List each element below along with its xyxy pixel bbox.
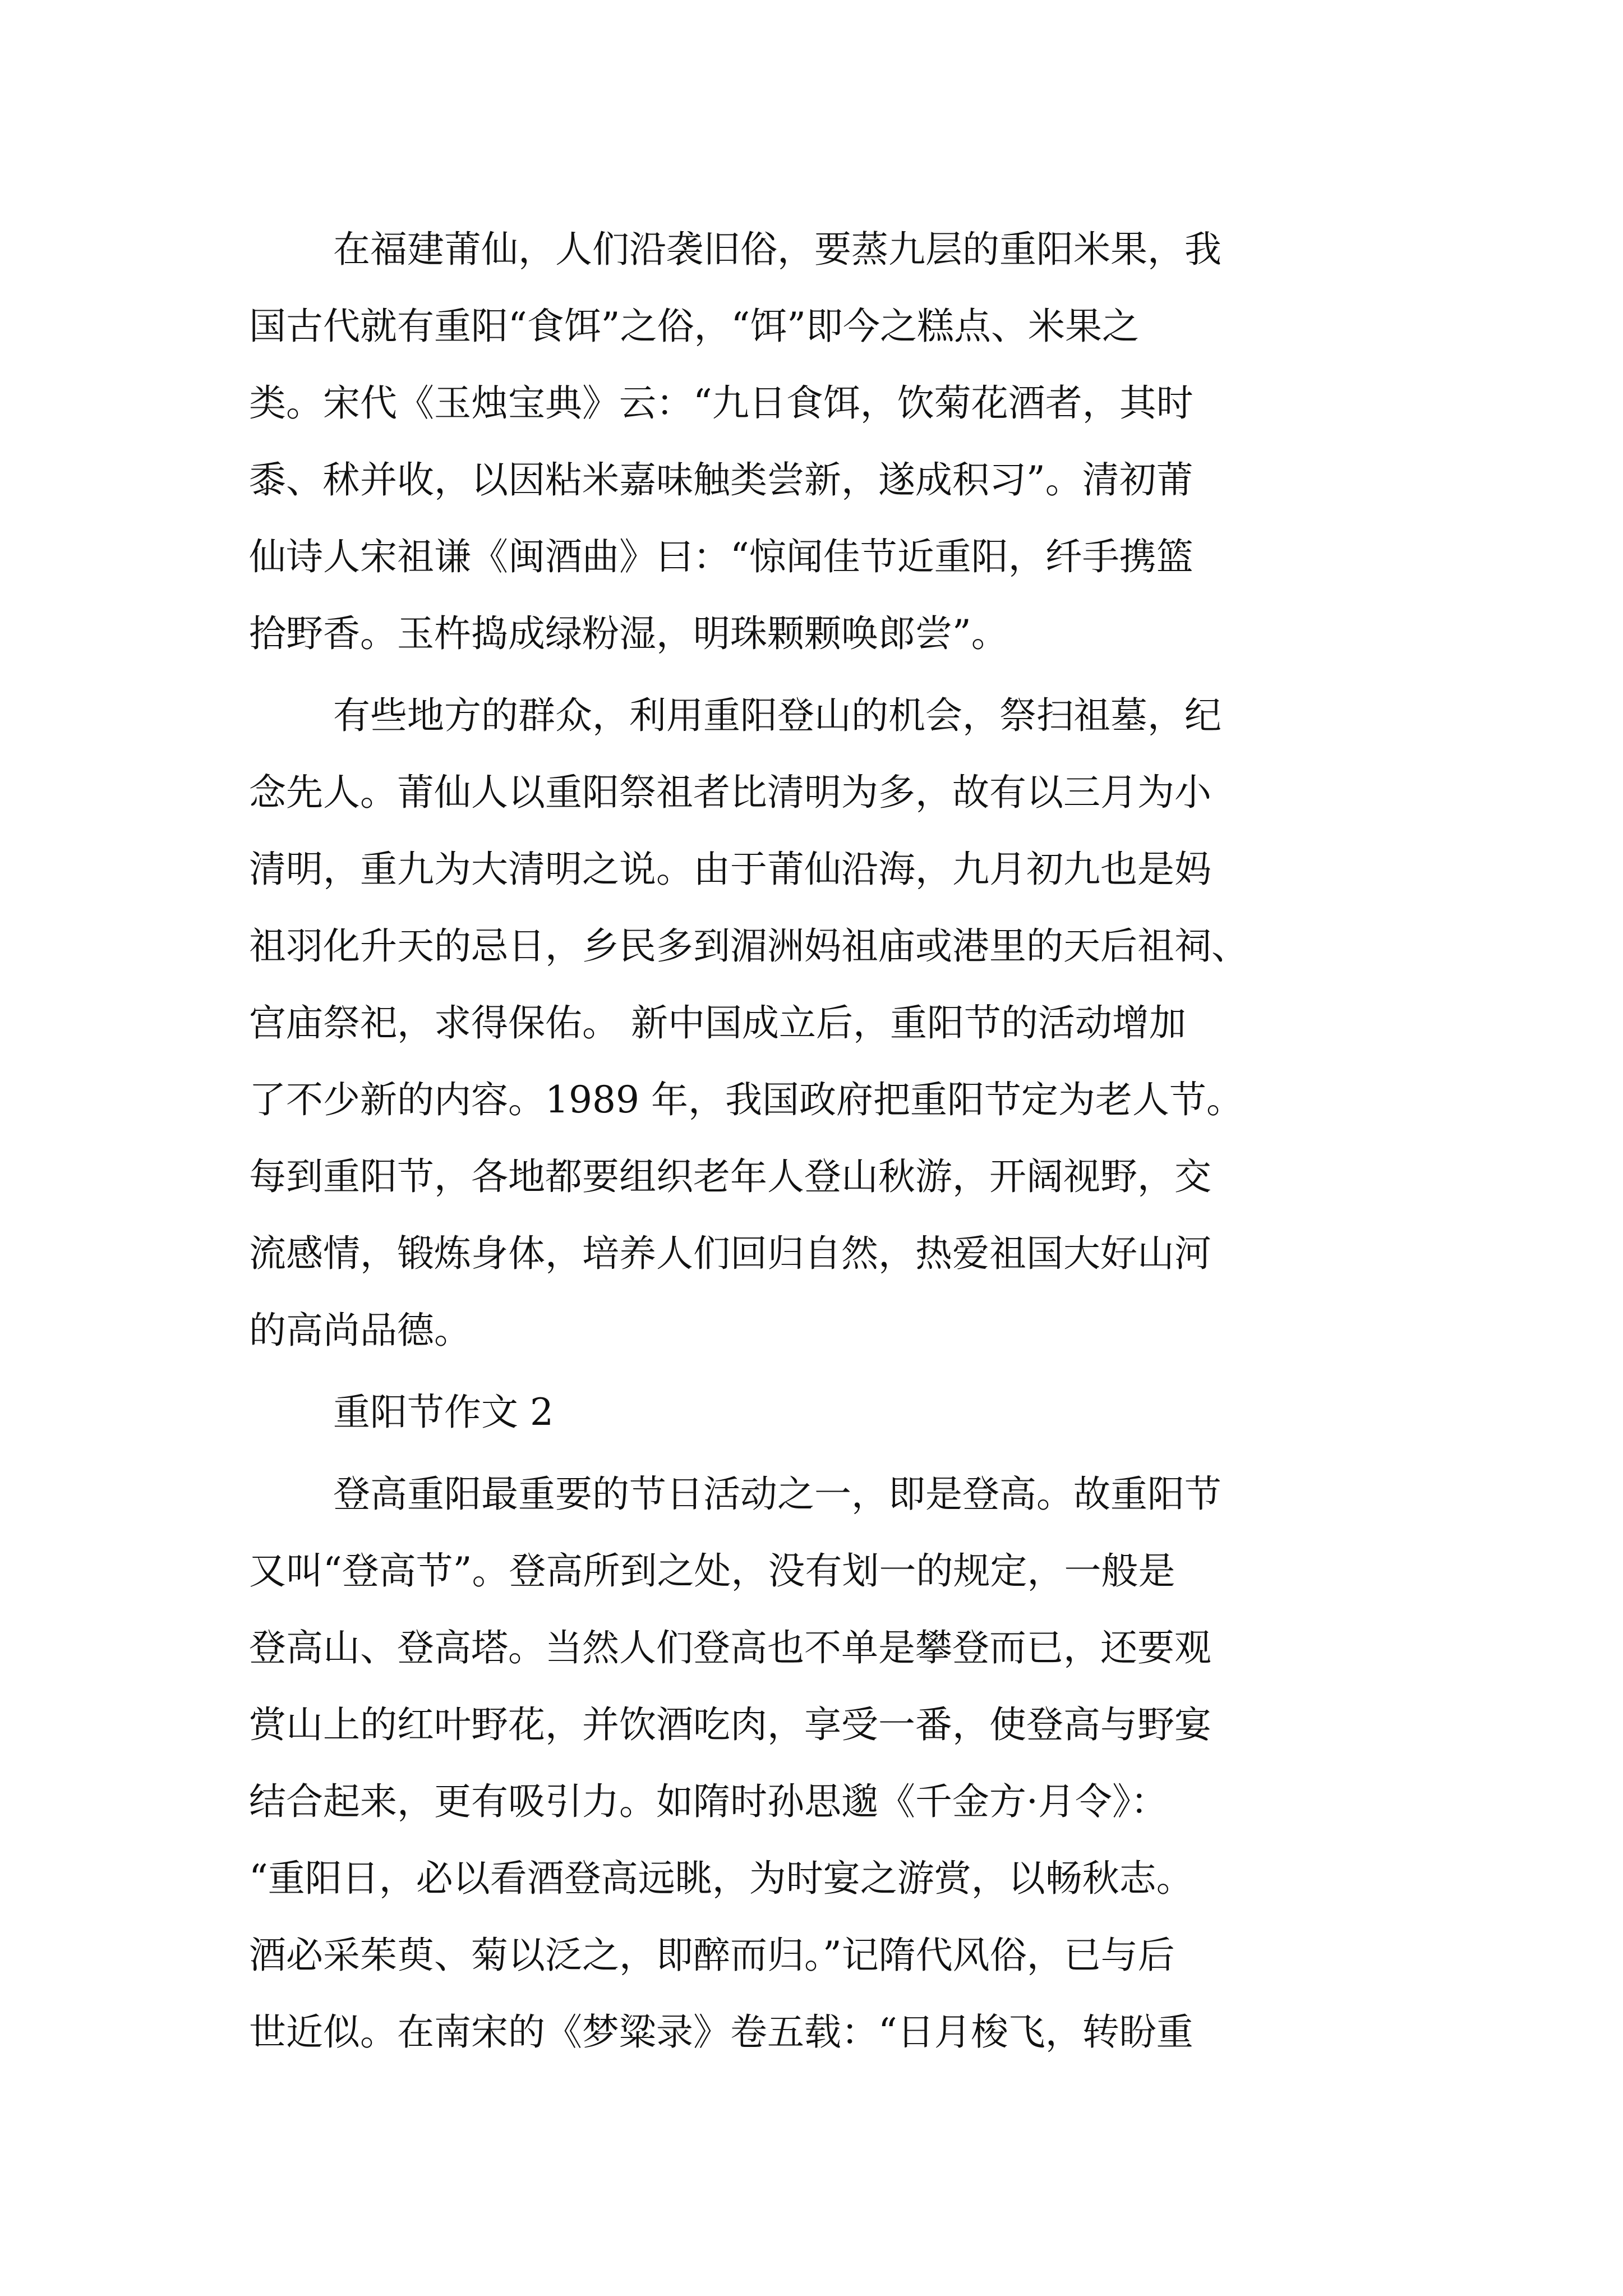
paragraph-3-line-7: 酒必采茱萸、菊以泛之，即醉而归。”记隋代风俗，已与后	[249, 1934, 1175, 1977]
paragraph-2-line-2: 念先人。莆仙人以重阳祭祖者比清明为多，故有以三月为小	[249, 771, 1211, 814]
paragraph-2-line-9: 的高尚品德。	[249, 1309, 471, 1352]
paragraph-1-line-4: 黍、秫并收，以因粘米嘉味触类尝新，遂成积习”。清初莆	[249, 458, 1193, 501]
paragraph-2-line-4: 祖羽化升天的忌日，乡民多到湄洲妈祖庙或港里的天后祖祠、	[249, 924, 1248, 968]
paragraph-1-line-6: 拾野香。玉杵捣成绿粉湿，明珠颗颗唤郎尝”。	[249, 612, 1008, 655]
paragraph-2-line-6: 了不少新的内容。1989 年，我国政府把重阳节定为老人节。	[249, 1078, 1243, 1121]
paragraph-3-line-8: 世近似。在南宋的《梦粱录》卷五载：“日月梭飞，转盼重	[249, 2010, 1193, 2054]
paragraph-1-line-1: 在福建莆仙，人们沿袭旧俗，要蒸九层的重阳米果，我	[333, 228, 1221, 271]
paragraph-3-line-1: 登高重阳最重要的节日活动之一，即是登高。故重阳节	[333, 1473, 1221, 1516]
paragraph-3-line-3: 登高山、登高塔。当然人们登高也不单是攀登而已，还要观	[249, 1626, 1211, 1669]
body-text	[249, 211, 1376, 2070]
paragraph-2-line-8: 流感情，锻炼身体，培养人们回归自然，热爱祖国大好山河	[249, 1232, 1211, 1275]
paragraph-3-line-4: 赏山上的红叶野花，并饮酒吃肉，享受一番，使登高与野宴	[249, 1703, 1211, 1746]
section-heading: 重阳节作文 2	[333, 1391, 554, 1434]
paragraph-2-line-3: 清明，重九为大清明之说。由于莆仙沿海，九月初九也是妈	[249, 848, 1211, 891]
paragraph-2-line-1: 有些地方的群众，利用重阳登山的机会，祭扫祖墓，纪	[333, 694, 1221, 737]
paragraph-3-line-2: 又叫“登高节”。登高所到之处，没有划一的规定，一般是	[249, 1549, 1175, 1593]
paragraph-1-line-2: 国古代就有重阳“食饵”之俗，“饵”即今之糕点、米果之	[249, 305, 1139, 348]
paragraph-3-line-5: 结合起来，更有吸引力。如隋时孙思邈《千金方·月令》：	[249, 1780, 1168, 1823]
paragraph-2-line-5: 宫庙祭祀，求得保佑。 新中国成立后，重阳节的活动增加	[249, 1001, 1186, 1045]
paragraph-2-line-7: 每到重阳节，各地都要组织老年人登山秋游，开阔视野，交	[249, 1155, 1211, 1198]
paragraph-1-line-5: 仙诗人宋祖谦《闽酒曲》曰：“惊闻佳节近重阳，纤手携篮	[249, 535, 1193, 578]
paragraph-1-line-3: 类。宋代《玉烛宝典》云：“九日食饵，饮菊花酒者，其时	[249, 381, 1193, 425]
paragraph-3-line-6: “重阳日，必以看酒登高远眺，为时宴之游赏，以畅秋志。	[249, 1857, 1193, 1900]
